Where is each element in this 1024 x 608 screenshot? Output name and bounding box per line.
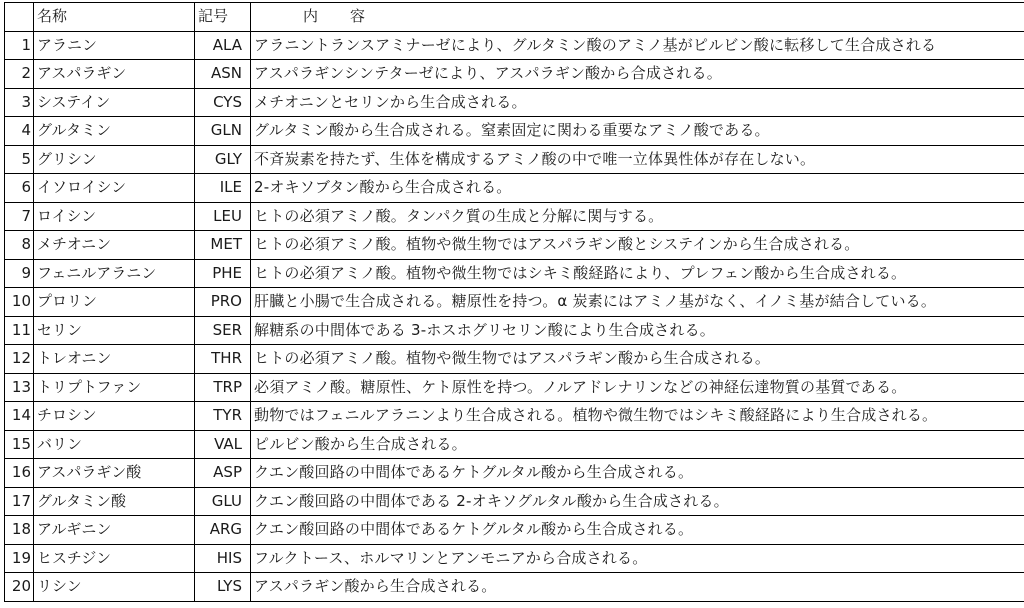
amino-acid-name-cell[interactable]: グルタミン	[34, 117, 195, 146]
amino-acid-name-cell[interactable]: チロシン	[34, 402, 195, 431]
amino-acid-name-cell[interactable]: フェニルアラニン	[34, 259, 195, 288]
table-row	[5, 259, 1024, 288]
table-row	[5, 60, 1024, 89]
amino-acid-code-cell[interactable]: LYS	[195, 573, 251, 602]
amino-acid-code-cell[interactable]: ASN	[195, 60, 251, 89]
amino-acid-name-cell[interactable]: メチオニン	[34, 231, 195, 260]
table-row	[5, 88, 1024, 117]
row-number-cell[interactable]: 17	[5, 487, 34, 516]
description-cell[interactable]: 2-オキソブタン酸から生合成される。	[251, 174, 1024, 203]
table-row	[5, 145, 1024, 174]
table-row	[5, 459, 1024, 488]
description-cell[interactable]: 動物ではフェニルアラニンより生合成される。植物や微生物ではシキミ酸経路により生合成される。	[251, 402, 1024, 431]
description-cell[interactable]: クエン酸回路の中間体である 2-オキソグルタル酸から生合成される。	[251, 487, 1024, 516]
amino-acid-code-cell[interactable]: ARG	[195, 516, 251, 545]
description-cell[interactable]: 解糖系の中間体である 3-ホスホグリセリン酸により生合成される。	[251, 316, 1024, 345]
header-desc-part1: 内	[303, 7, 321, 26]
amino-acid-name-cell[interactable]: アルギニン	[34, 516, 195, 545]
table-row	[5, 117, 1024, 146]
description-cell[interactable]: ヒトの必須アミノ酸。植物や微生物ではシキミ酸経路により、プレフェン酸から生合成される。	[251, 259, 1024, 288]
amino-acid-code-cell[interactable]: THR	[195, 345, 251, 374]
amino-acid-name-cell[interactable]: アスパラギン	[34, 60, 195, 89]
amino-acid-code-cell[interactable]: HIS	[195, 544, 251, 573]
row-number-cell[interactable]: 6	[5, 174, 34, 203]
row-number-cell[interactable]: 20	[5, 573, 34, 602]
amino-acid-name-cell[interactable]: ヒスチジン	[34, 544, 195, 573]
amino-acid-code-cell[interactable]: ASP	[195, 459, 251, 488]
row-number-cell[interactable]: 14	[5, 402, 34, 431]
amino-acid-name-cell[interactable]: トリプトファン	[34, 373, 195, 402]
description-cell[interactable]: グルタミン酸から生合成される。窒素固定に関わる重要なアミノ酸である。	[251, 117, 1024, 146]
row-number-cell[interactable]: 8	[5, 231, 34, 260]
description-cell[interactable]: 不斉炭素を持たず、生体を構成するアミノ酸の中で唯一立体異性体が存在しない。	[251, 145, 1024, 174]
description-cell[interactable]: ヒトの必須アミノ酸。タンパク質の生成と分解に関与する。	[251, 202, 1024, 231]
amino-acid-code-cell[interactable]: GLN	[195, 117, 251, 146]
amino-acid-name-cell[interactable]: プロリン	[34, 288, 195, 317]
description-cell[interactable]: アラニントランスアミナーゼにより、グルタミン酸のアミノ基がピルビン酸に転移して生合成される	[251, 31, 1024, 60]
header-code-cell[interactable]	[195, 3, 251, 32]
description-cell[interactable]: ピルビン酸から生合成される。	[251, 430, 1024, 459]
table-row	[5, 573, 1024, 602]
amino-acid-name-cell[interactable]: グリシン	[34, 145, 195, 174]
amino-acid-name-cell[interactable]: リシン	[34, 573, 195, 602]
table-body	[5, 3, 1024, 602]
table-row	[5, 316, 1024, 345]
header-row	[5, 3, 1024, 32]
row-number-cell[interactable]: 12	[5, 345, 34, 374]
table-row	[5, 402, 1024, 431]
row-number-cell[interactable]: 16	[5, 459, 34, 488]
amino-acid-name-cell[interactable]: アスパラギン酸	[34, 459, 195, 488]
header-num-cell[interactable]	[5, 3, 34, 32]
table-row	[5, 544, 1024, 573]
row-number-cell[interactable]: 13	[5, 373, 34, 402]
row-number-cell[interactable]: 15	[5, 430, 34, 459]
row-number-cell[interactable]: 3	[5, 88, 34, 117]
header-desc-part2: 容	[350, 7, 368, 26]
table-row	[5, 430, 1024, 459]
row-number-cell[interactable]: 11	[5, 316, 34, 345]
table-row	[5, 174, 1024, 203]
amino-acid-code-cell[interactable]: SER	[195, 316, 251, 345]
table-row	[5, 373, 1024, 402]
row-number-cell[interactable]: 2	[5, 60, 34, 89]
amino-acid-code-cell[interactable]: ILE	[195, 174, 251, 203]
amino-acid-code-cell[interactable]: PHE	[195, 259, 251, 288]
row-number-cell[interactable]: 10	[5, 288, 34, 317]
amino-acid-name-cell[interactable]: セリン	[34, 316, 195, 345]
table-row	[5, 231, 1024, 260]
description-cell[interactable]: 必須アミノ酸。糖原性、ケト原性を持つ。ノルアドレナリンなどの神経伝達物質の基質である。	[251, 373, 1024, 402]
description-cell[interactable]: 肝臓と小腸で生合成される。糖原性を持つ。α 炭素にはアミノ基がなく、イノミ基が結合している。	[251, 288, 1024, 317]
description-cell[interactable]: アスパラギン酸から生合成される。	[251, 573, 1024, 602]
amino-acid-code-cell[interactable]: MET	[195, 231, 251, 260]
amino-acid-code-cell[interactable]: GLY	[195, 145, 251, 174]
row-number-cell[interactable]: 5	[5, 145, 34, 174]
description-cell[interactable]: メチオニンとセリンから生合成される。	[251, 88, 1024, 117]
header-code-label: 記号	[198, 7, 229, 26]
row-number-cell[interactable]: 9	[5, 259, 34, 288]
amino-acid-name-cell[interactable]: アラニン	[34, 31, 195, 60]
description-cell[interactable]: ヒトの必須アミノ酸。植物や微生物ではアスパラギン酸とシステインから生合成される。	[251, 231, 1024, 260]
amino-acid-code-cell[interactable]: CYS	[195, 88, 251, 117]
amino-acid-name-cell[interactable]: グルタミン酸	[34, 487, 195, 516]
table-row	[5, 487, 1024, 516]
amino-acid-code-cell[interactable]: TYR	[195, 402, 251, 431]
description-cell[interactable]: クエン酸回路の中間体であるケトグルタル酸から生合成される。	[251, 516, 1024, 545]
amino-acid-name-cell[interactable]: トレオニン	[34, 345, 195, 374]
amino-acid-code-cell[interactable]: VAL	[195, 430, 251, 459]
table-row	[5, 345, 1024, 374]
header-name-cell[interactable]: 名称	[34, 3, 195, 32]
amino-acid-table	[4, 2, 1024, 602]
amino-acid-name-cell[interactable]: システイン	[34, 88, 195, 117]
amino-acid-code-cell[interactable]: LEU	[195, 202, 251, 231]
header-desc-cell[interactable]	[251, 3, 1024, 32]
row-number-cell[interactable]: 4	[5, 117, 34, 146]
amino-acid-code-cell[interactable]: GLU	[195, 487, 251, 516]
table-row	[5, 516, 1024, 545]
description-cell[interactable]: クエン酸回路の中間体であるケトグルタル酸から生合成される。	[251, 459, 1024, 488]
description-cell[interactable]: フルクトース、ホルマリンとアンモニアから合成される。	[251, 544, 1024, 573]
amino-acid-name-cell[interactable]: イソロイシン	[34, 174, 195, 203]
row-number-cell[interactable]: 18	[5, 516, 34, 545]
table-row	[5, 31, 1024, 60]
amino-acid-code-cell[interactable]: ALA	[195, 31, 251, 60]
description-cell[interactable]: アスパラギンシンテターゼにより、アスパラギン酸から合成される。	[251, 60, 1024, 89]
amino-acid-code-cell[interactable]: TRP	[195, 373, 251, 402]
table-row	[5, 288, 1024, 317]
row-number-cell[interactable]: 19	[5, 544, 34, 573]
row-number-cell[interactable]: 7	[5, 202, 34, 231]
table-row	[5, 202, 1024, 231]
description-cell[interactable]: ヒトの必須アミノ酸。植物や微生物ではアスパラギン酸から生合成される。	[251, 345, 1024, 374]
amino-acid-name-cell[interactable]: バリン	[34, 430, 195, 459]
amino-acid-name-cell[interactable]: ロイシン	[34, 202, 195, 231]
amino-acid-code-cell[interactable]: PRO	[195, 288, 251, 317]
row-number-cell[interactable]: 1	[5, 31, 34, 60]
